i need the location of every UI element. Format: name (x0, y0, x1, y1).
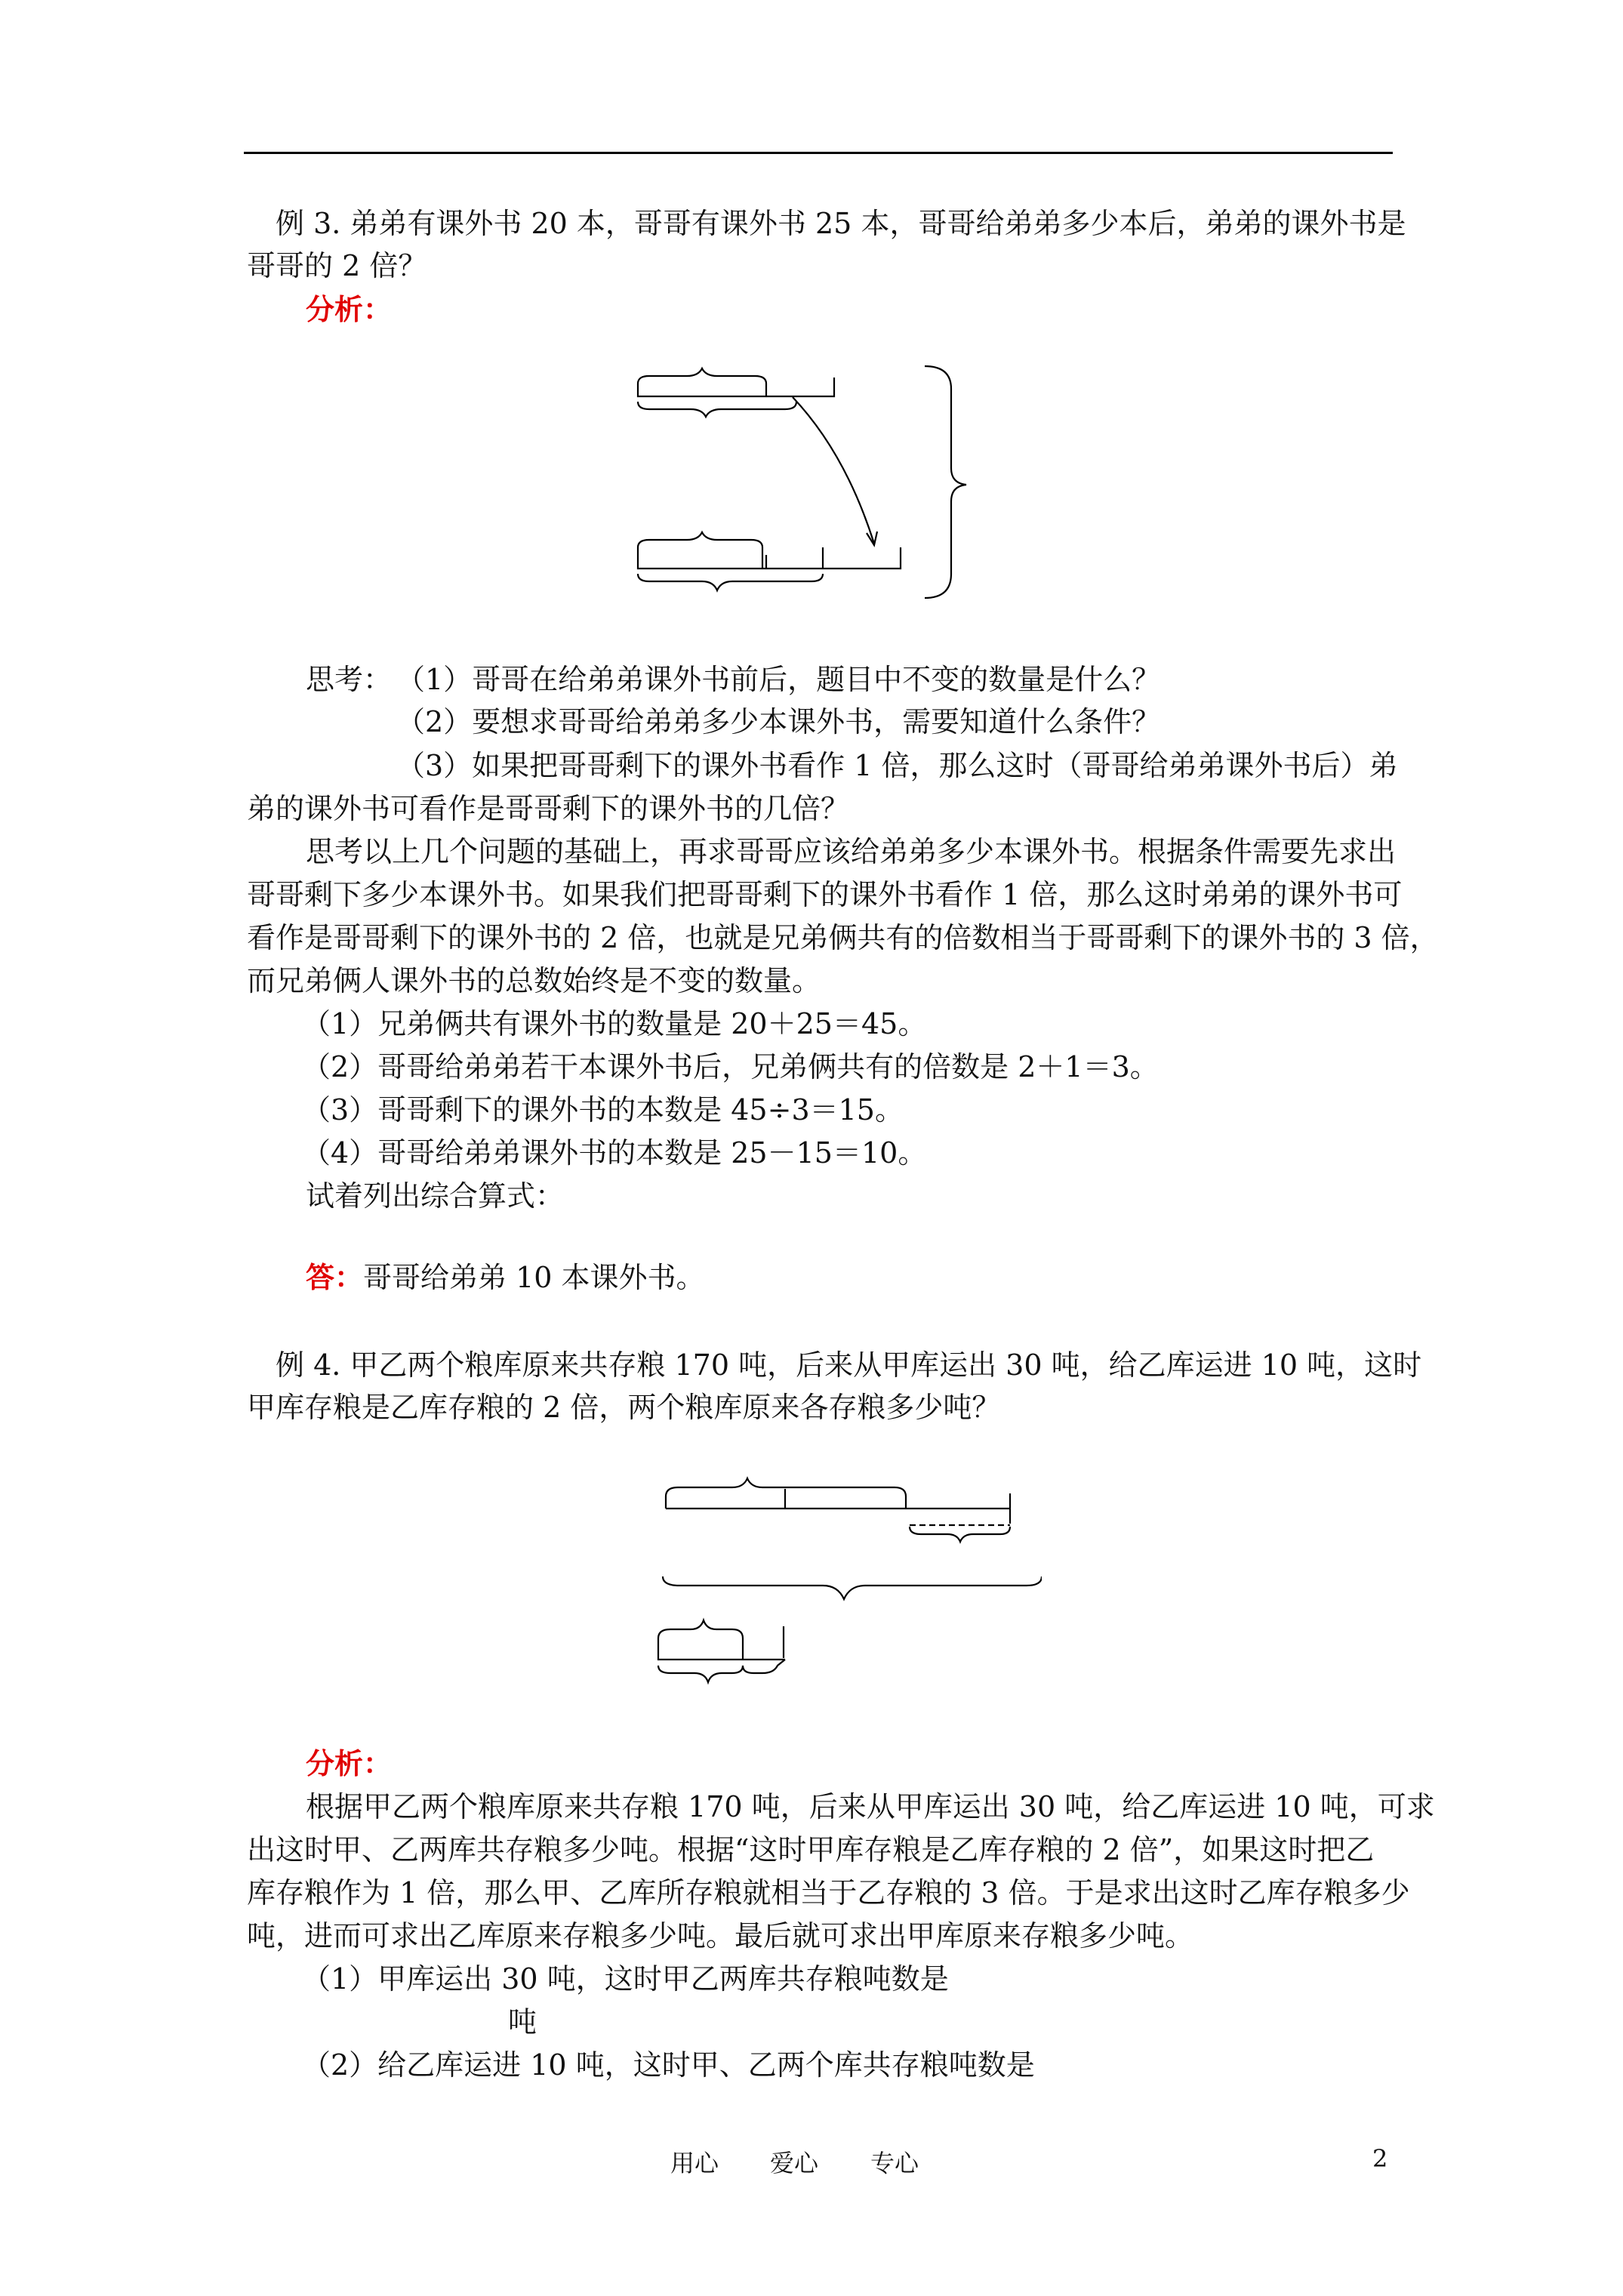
example3-question-line1: 例 3. 弟弟有课外书 20 本，哥哥有课外书 25 本，哥哥给弟弟多少本后，弟弟的课外书是 (276, 207, 1406, 240)
example4-paragraph-line3: 库存粮作为 1 倍，那么甲、乙库所存粮就相当于乙存粮的 3 倍。于是求出这时乙库存粮多少 (247, 1876, 1410, 1909)
example3-question-line2: 哥哥的 2 倍？ (247, 249, 427, 282)
footer-middle: 爱心 (770, 2149, 819, 2177)
example3-step-2: （2）哥哥给弟弟若干本课外书后，兄弟俩共有的倍数是 2＋1＝3。 (302, 1050, 1159, 1083)
footer-right: 专心 (870, 2149, 919, 2177)
think-item-3-line2: 弟的课外书可看作是哥哥剩下的课外书的几倍？ (247, 792, 850, 825)
example4-paragraph-line1: 根据甲乙两个粮库原来共存粮 170 吨，后来从甲库运出 30 吨，给乙库运进 10 吨，可求 (306, 1790, 1435, 1823)
example3-formula-prompt: 试着列出综合算式： (306, 1179, 565, 1213)
example4-analysis-label: 分析： (306, 1746, 393, 1780)
example3-answer (306, 1256, 705, 1299)
think-item-2: （2）要想求哥哥给弟弟多少本课外书，需要知道什么条件？ (396, 705, 1161, 738)
example3-paragraph-line3: 看作是哥哥剩下的课外书的 2 倍，也就是兄弟俩共有的倍数相当于哥哥剩下的课外书的 3 倍， (247, 921, 1439, 954)
example3-step-4: （4）哥哥给弟弟课外书的本数是 25－15＝10。 (302, 1136, 927, 1170)
example3-paragraph-line2: 哥哥剩下多少本课外书。如果我们把哥哥剩下的课外书看作 1 倍，那么这时弟弟的课外书可 (247, 878, 1403, 911)
example4-step-2: （2）给乙库运进 10 吨，这时甲、乙两个库共存粮吨数是 (302, 2048, 1035, 2082)
example4-step-1: （1）甲库运出 30 吨，这时甲乙两库共存粮吨数是 (302, 1962, 949, 1996)
header-rule (244, 152, 1393, 154)
example4-diagram (649, 1450, 1042, 1706)
think-item-3-line1: （3）如果把哥哥剩下的课外书看作 1 倍，那么这时（哥哥给弟弟课外书后）弟 (396, 749, 1398, 782)
think-label: 思考： (306, 663, 393, 696)
example3-diagram (619, 355, 981, 612)
example3-analysis-label: 分析： (306, 292, 393, 326)
footer-left: 用心 (670, 2149, 719, 2177)
example3-paragraph-line4: 而兄弟俩人课外书的总数始终是不变的数量。 (247, 964, 821, 997)
think-item-1: （1）哥哥在给弟弟课外书前后，题目中不变的数量是什么？ (396, 663, 1161, 696)
example4-paragraph-line4: 吨，进而可求出乙库原来存粮多少吨。最后就可求出甲库原来存粮多少吨。 (247, 1919, 1194, 1952)
example4-paragraph-line2: 出这时甲、乙两库共存粮多少吨。根据“这时甲库存粮是乙库存粮的 2 倍”，如果这时把乙 (247, 1833, 1375, 1866)
example3-paragraph-line1: 思考以上几个问题的基础上，再求哥哥应该给弟弟多少本课外书。根据条件需要先求出 (306, 835, 1397, 868)
page-number: 2 (1372, 2144, 1388, 2173)
example4-step-1-unit: 吨 (508, 2005, 537, 2039)
example3-step-1: （1）兄弟俩共有课外书的数量是 20＋25＝45。 (302, 1007, 927, 1040)
example4-question-line2: 甲库存粮是乙库存粮的 2 倍，两个粮库原来各存粮多少吨？ (247, 1391, 1001, 1424)
answer-text: 哥哥给弟弟 10 本课外书。 (363, 1261, 705, 1294)
example4-question-line1: 例 4. 甲乙两个粮库原来共存粮 170 吨，后来从甲库运出 30 吨，给乙库运进 10 吨，这时 (276, 1348, 1422, 1382)
example3-step-3: （3）哥哥剩下的课外书的本数是 45÷3＝15。 (302, 1093, 904, 1126)
answer-label: 答： (306, 1260, 364, 1294)
